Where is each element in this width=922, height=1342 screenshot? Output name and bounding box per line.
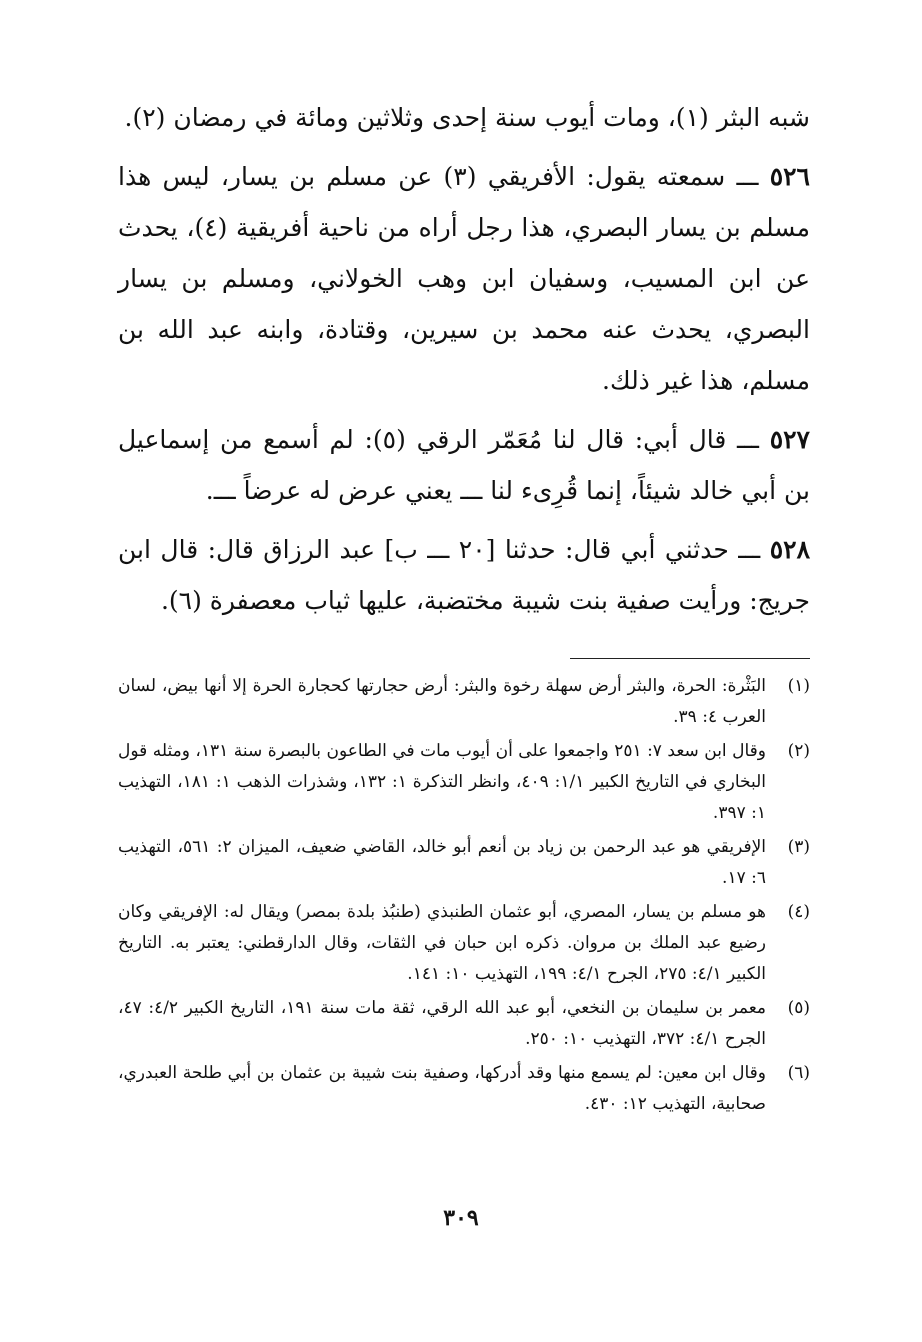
main-text [118, 92, 810, 626]
footnotes [118, 671, 810, 1120]
footnote [118, 897, 810, 990]
paragraph-text: ـــ حدثني أبي قال: حدثنا [٢٠ ـــ ب] عبد الرزاق قال: قال ابن جريج: ورأيت صفية بنت شيبة مختضبة، عليها ثياب معصفرة (٦). [118, 535, 810, 615]
footnote-text: معمر بن سليمان بن النخعي، أبو عبد الله الرقي، ثقة مات سنة ١٩١، التاريخ الكبير ٤/٢: ٤٧، الجرح ٤/١: ٣٧٢، التهذيب ١٠: ٢٥٠. [118, 998, 766, 1049]
footnote [118, 736, 810, 829]
entry-number: ٥٢٨ [769, 535, 811, 564]
footnote-number: (٢) [787, 741, 810, 761]
entry-number: ٥٢٦ [769, 162, 810, 191]
footnote-number: (٣) [787, 837, 810, 857]
paragraph-entry-528 [118, 524, 810, 626]
entry-number: ٥٢٧ [769, 425, 810, 454]
footnote-text: الإفريقي هو عبد الرحمن بن زياد بن أنعم أبو خالد، القاضي ضعيف، الميزان ٢: ٥٦١، التهذيب ٦: ١٧. [118, 837, 766, 888]
footnote-separator [570, 658, 810, 659]
book-page [118, 92, 810, 1342]
footnote [118, 671, 810, 733]
footnote-number: (٤) [787, 902, 810, 922]
footnote [118, 993, 810, 1055]
footnote-text: وقال ابن معين: لم يسمع منها وقد أدركها، وصفية بنت شيبة بن عثمان بن أبي طلحة العبدري، صحابية، التهذيب ١٢: ٤٣٠. [118, 1063, 766, 1114]
page-number: ٣٠٩ [443, 1205, 479, 1231]
paragraph-text: شبه البثر (١)، ومات أيوب سنة إحدى وثلاثين ومائة في رمضان (٢). [124, 103, 810, 132]
footnote-text: البَثْرة: الحرة، والبثر أرض سهلة رخوة والبثر: أرض حجارتها كحجارة الحرة إلا أنها بيض، لسان العرب ٤: ٣٩. [118, 676, 766, 727]
footnote-text: هو مسلم بن يسار، المصري، أبو عثمان الطنبذي (طنبُذ بلدة بمصر) ويقال له: الإفريقي وكان رضيع عبد الملك بن مروان. ذكره ابن حبان في الثقات، وقال الدارقطني: يعتبر به. التاريخ الكبير ٤/١: ٢٧٥، الجرح ٤/١: ١٩٩، التهذيب ١٠: ١٤١. [118, 902, 766, 984]
paragraph-text: ـــ سمعته يقول: الأفريقي (٣) عن مسلم بن يسار، ليس هذا مسلم بن يسار البصري، هذا رجل أراه من ناحية أفريقية (٤)، يحدث عن ابن المسيب، وسفيان ابن وهب الخولاني، ومسلم بن يسار البصري، يحدث عنه محمد بن سيرين، وقتادة، وابنه عبد الله بن مسلم، هذا غير ذلك. [118, 162, 810, 395]
paragraph-entry-526 [118, 151, 810, 406]
footnote [118, 1058, 810, 1120]
paragraph-entry-527 [118, 414, 810, 516]
footnote-text: وقال ابن سعد ٧: ٢٥١ واجمعوا على أن أيوب مات في الطاعون بالبصرة سنة ١٣١، ومثله قول البخاري في التاريخ الكبير ١/١: ٤٠٩، وانظر التذكرة ١: ١٣٢، وشذرات الذهب ١: ١٨١، التهذيب ١: ٣٩٧. [118, 741, 767, 823]
paragraph-text: ـــ قال أبي: قال لنا مُعَمّر الرقي (٥): لم أسمع من إسماعيل بن أبي خالد شيئاً، إنما قُرِىء لنا ـــ يعني عرض له عرضاً ـــ. [118, 425, 810, 505]
footnote [118, 832, 810, 894]
footnote-number: (٦) [787, 1063, 810, 1083]
footnote-number: (١) [787, 676, 810, 696]
footnote-separator-wrap [118, 626, 810, 671]
paragraph-continuation [118, 92, 810, 143]
footnote-number: (٥) [787, 998, 810, 1018]
